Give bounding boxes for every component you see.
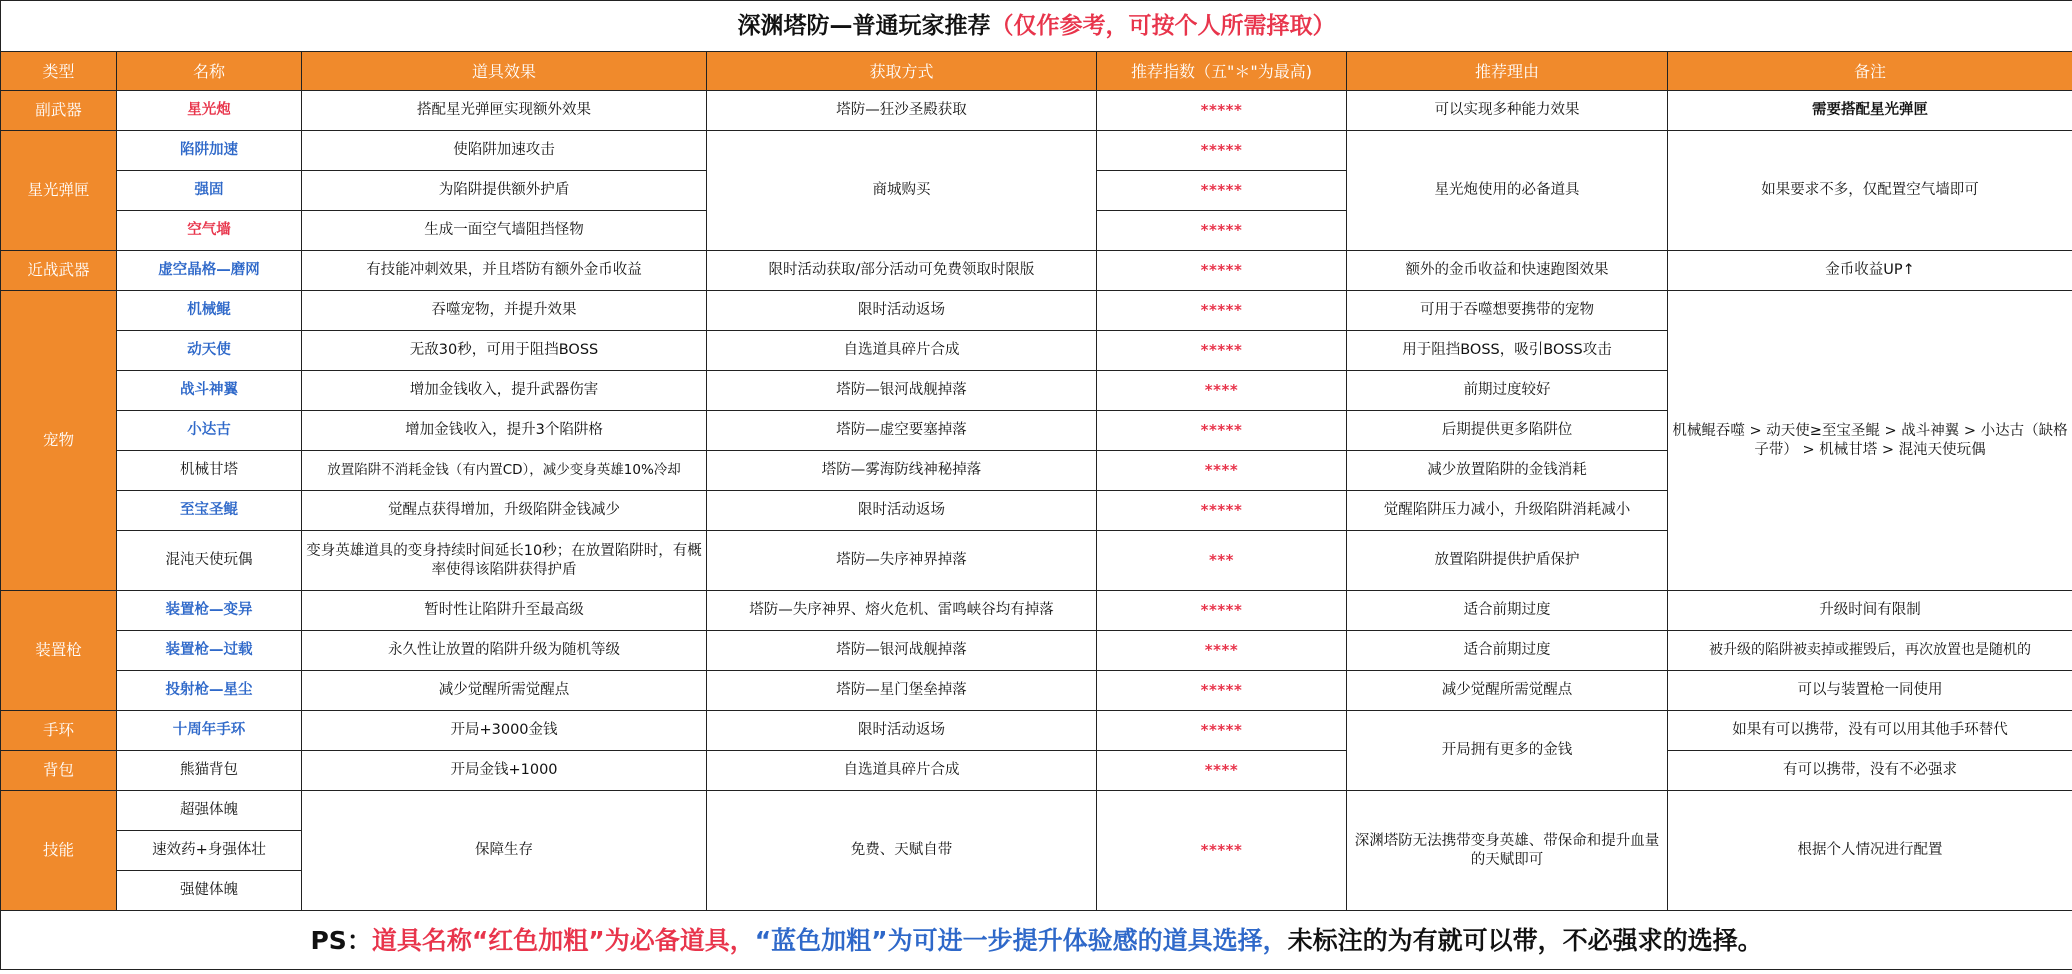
item-name: 装置枪—变异 bbox=[117, 591, 302, 631]
item-reason: 前期过度较好 bbox=[1347, 371, 1668, 411]
item-note: 需要搭配星光弹匣 bbox=[1668, 91, 2072, 131]
item-reason: 觉醒陷阱压力减小，升级陷阱消耗减小 bbox=[1347, 491, 1668, 531]
item-source: 限时活动获取/部分活动可免费领取时限版 bbox=[707, 251, 1097, 291]
item-effect: 觉醒点获得增加，升级陷阱金钱减少 bbox=[302, 491, 707, 531]
item-effect: 保障生存 bbox=[302, 791, 707, 911]
item-effect: 无敌30秒，可用于阻挡BOSS bbox=[302, 331, 707, 371]
item-effect: 开局+3000金钱 bbox=[302, 711, 707, 751]
item-source: 塔防—雾海防线神秘掉落 bbox=[707, 451, 1097, 491]
item-rating: **** bbox=[1097, 631, 1347, 671]
item-rating: **** bbox=[1097, 451, 1347, 491]
ps-note bbox=[1, 911, 2072, 970]
category-cell: 背包 bbox=[1, 751, 117, 791]
item-note: 升级时间有限制 bbox=[1668, 591, 2072, 631]
table-row bbox=[1, 291, 2072, 331]
item-effect: 变身英雄道具的变身持续时间延长10秒；在放置陷阱时，有概率使得该陷阱获得护盾 bbox=[302, 531, 707, 591]
item-name: 超强体魄 bbox=[117, 791, 302, 831]
item-source: 塔防—星门堡垒掉落 bbox=[707, 671, 1097, 711]
item-reason: 用于阻挡BOSS，吸引BOSS攻击 bbox=[1347, 331, 1668, 371]
category-cell: 副武器 bbox=[1, 91, 117, 131]
item-rating: ***** bbox=[1097, 91, 1347, 131]
item-effect: 永久性让放置的陷阱升级为随机等级 bbox=[302, 631, 707, 671]
table-row bbox=[1, 591, 2072, 631]
category-cell: 宠物 bbox=[1, 291, 117, 591]
item-source: 限时活动返场 bbox=[707, 491, 1097, 531]
item-rating: ***** bbox=[1097, 591, 1347, 631]
header-source: 获取方式 bbox=[707, 52, 1097, 91]
item-effect: 暂时性让陷阱升至最高级 bbox=[302, 591, 707, 631]
item-effect: 使陷阱加速攻击 bbox=[302, 131, 707, 171]
item-effect: 增加金钱收入，提升武器伤害 bbox=[302, 371, 707, 411]
ps-lead: PS： bbox=[310, 925, 372, 955]
table-row bbox=[1, 711, 2072, 751]
item-reason: 额外的金币收益和快速跑图效果 bbox=[1347, 251, 1668, 291]
table-row bbox=[1, 751, 2072, 791]
header-type: 类型 bbox=[1, 52, 117, 91]
item-note: 如果要求不多，仅配置空气墙即可 bbox=[1668, 131, 2072, 251]
item-rating: ***** bbox=[1097, 411, 1347, 451]
ps-row bbox=[1, 911, 2072, 970]
item-effect: 放置陷阱不消耗金钱（有内置CD），减少变身英雄10%冷却 bbox=[302, 451, 707, 491]
category-cell: 手环 bbox=[1, 711, 117, 751]
item-effect: 增加金钱收入，提升3个陷阱格 bbox=[302, 411, 707, 451]
item-rating: ***** bbox=[1097, 211, 1347, 251]
item-name: 强固 bbox=[117, 171, 302, 211]
item-rating: **** bbox=[1097, 371, 1347, 411]
ps-blue-text: “蓝色加粗”为可进一步提升体验感的道具选择， bbox=[754, 925, 1288, 955]
item-effect: 生成一面空气墙阻挡怪物 bbox=[302, 211, 707, 251]
item-source: 塔防—狂沙圣殿获取 bbox=[707, 91, 1097, 131]
category-cell: 装置枪 bbox=[1, 591, 117, 711]
item-reason: 可用于吞噬想要携带的宠物 bbox=[1347, 291, 1668, 331]
item-name: 装置枪—过载 bbox=[117, 631, 302, 671]
category-cell: 技能 bbox=[1, 791, 117, 911]
header-rating: 推荐指数（五"＊"为最高) bbox=[1097, 52, 1347, 91]
item-name: 至宝圣鲲 bbox=[117, 491, 302, 531]
item-rating: ***** bbox=[1097, 331, 1347, 371]
category-cell: 星光弹匣 bbox=[1, 131, 117, 251]
item-note: 根据个人情况进行配置 bbox=[1668, 791, 2072, 911]
item-rating: ***** bbox=[1097, 251, 1347, 291]
item-name: 小达古 bbox=[117, 411, 302, 451]
item-name: 机械甘塔 bbox=[117, 451, 302, 491]
item-name: 强健体魄 bbox=[117, 871, 302, 911]
item-note: 被升级的陷阱被卖掉或摧毁后，再次放置也是随机的 bbox=[1668, 631, 2072, 671]
item-name: 混沌天使玩偶 bbox=[117, 531, 302, 591]
item-reason: 可以实现多种能力效果 bbox=[1347, 91, 1668, 131]
item-effect: 为陷阱提供额外护盾 bbox=[302, 171, 707, 211]
item-rating: **** bbox=[1097, 751, 1347, 791]
item-name: 机械鲲 bbox=[117, 291, 302, 331]
item-rating: ***** bbox=[1097, 131, 1347, 171]
item-reason: 适合前期过度 bbox=[1347, 631, 1668, 671]
title-row bbox=[1, 1, 2072, 52]
item-source: 塔防—虚空要塞掉落 bbox=[707, 411, 1097, 451]
header-name: 名称 bbox=[117, 52, 302, 91]
item-effect: 有技能冲刺效果，并且塔防有额外金币收益 bbox=[302, 251, 707, 291]
item-rating: ***** bbox=[1097, 491, 1347, 531]
item-source: 自选道具碎片合成 bbox=[707, 751, 1097, 791]
item-source: 塔防—银河战舰掉落 bbox=[707, 631, 1097, 671]
item-note: 金币收益UP↑ bbox=[1668, 251, 2072, 291]
header-row bbox=[1, 52, 2072, 91]
item-name: 动天使 bbox=[117, 331, 302, 371]
item-effect: 搭配星光弹匣实现额外效果 bbox=[302, 91, 707, 131]
item-note: 机械鲲吞噬 > 动天使≥至宝圣鲲 > 战斗神翼 > 小达古（缺格子带） > 机械甘塔 > 混沌天使玩偶 bbox=[1668, 291, 2072, 591]
item-note: 可以与装置枪一同使用 bbox=[1668, 671, 2072, 711]
title-main: 深渊塔防—普通玩家推荐 bbox=[737, 12, 991, 39]
item-rating: ***** bbox=[1097, 171, 1347, 211]
item-reason: 适合前期过度 bbox=[1347, 591, 1668, 631]
item-rating: ***** bbox=[1097, 791, 1347, 911]
item-name: 战斗神翼 bbox=[117, 371, 302, 411]
header-reason: 推荐理由 bbox=[1347, 52, 1668, 91]
item-source: 限时活动返场 bbox=[707, 711, 1097, 751]
item-source: 限时活动返场 bbox=[707, 291, 1097, 331]
item-note: 如果有可以携带，没有可以用其他手环替代 bbox=[1668, 711, 2072, 751]
item-name: 星光炮 bbox=[117, 91, 302, 131]
ps-red-text: 道具名称“红色加粗”为必备道具， bbox=[371, 925, 755, 955]
item-rating: ***** bbox=[1097, 711, 1347, 751]
header-note: 备注 bbox=[1668, 52, 2072, 91]
item-name: 投射枪—星尘 bbox=[117, 671, 302, 711]
item-reason: 减少放置陷阱的金钱消耗 bbox=[1347, 451, 1668, 491]
item-source: 免费、天赋自带 bbox=[707, 791, 1097, 911]
item-source: 塔防—银河战舰掉落 bbox=[707, 371, 1097, 411]
title-note: （仅作参考，可按个人所需择取） bbox=[990, 12, 1336, 39]
item-reason: 深渊塔防无法携带变身英雄、带保命和提升血量的天赋即可 bbox=[1347, 791, 1668, 911]
item-rating: ***** bbox=[1097, 671, 1347, 711]
item-reason: 星光炮使用的必备道具 bbox=[1347, 131, 1668, 251]
table-row bbox=[1, 791, 2072, 831]
item-name: 十周年手环 bbox=[117, 711, 302, 751]
item-note: 有可以携带，没有不必强求 bbox=[1668, 751, 2072, 791]
item-name: 陷阱加速 bbox=[117, 131, 302, 171]
item-reason: 开局拥有更多的金钱 bbox=[1347, 711, 1668, 791]
table-row bbox=[1, 671, 2072, 711]
item-source: 塔防—失序神界掉落 bbox=[707, 531, 1097, 591]
item-name: 空气墙 bbox=[117, 211, 302, 251]
category-cell: 近战武器 bbox=[1, 251, 117, 291]
table-row bbox=[1, 91, 2072, 131]
item-source: 塔防—失序神界、熔火危机、雷鸣峡谷均有掉落 bbox=[707, 591, 1097, 631]
item-source: 商城购买 bbox=[707, 131, 1097, 251]
item-effect: 减少觉醒所需觉醒点 bbox=[302, 671, 707, 711]
header-effect: 道具效果 bbox=[302, 52, 707, 91]
item-reason: 放置陷阱提供护盾保护 bbox=[1347, 531, 1668, 591]
item-reason: 减少觉醒所需觉醒点 bbox=[1347, 671, 1668, 711]
table-row bbox=[1, 131, 2072, 171]
page-title bbox=[1, 1, 2072, 52]
item-name: 虚空晶格—磨网 bbox=[117, 251, 302, 291]
item-reason: 后期提供更多陷阱位 bbox=[1347, 411, 1668, 451]
item-rating: *** bbox=[1097, 531, 1347, 591]
item-name: 熊猫背包 bbox=[117, 751, 302, 791]
item-source: 自选道具碎片合成 bbox=[707, 331, 1097, 371]
item-effect: 吞噬宠物，并提升效果 bbox=[302, 291, 707, 331]
item-name: 速效药+身强体壮 bbox=[117, 831, 302, 871]
item-rating: ***** bbox=[1097, 291, 1347, 331]
item-effect: 开局金钱+1000 bbox=[302, 751, 707, 791]
table-row bbox=[1, 631, 2072, 671]
ps-black-text: 未标注的为有就可以带，不必强求的选择。 bbox=[1287, 925, 1763, 955]
table-row bbox=[1, 251, 2072, 291]
